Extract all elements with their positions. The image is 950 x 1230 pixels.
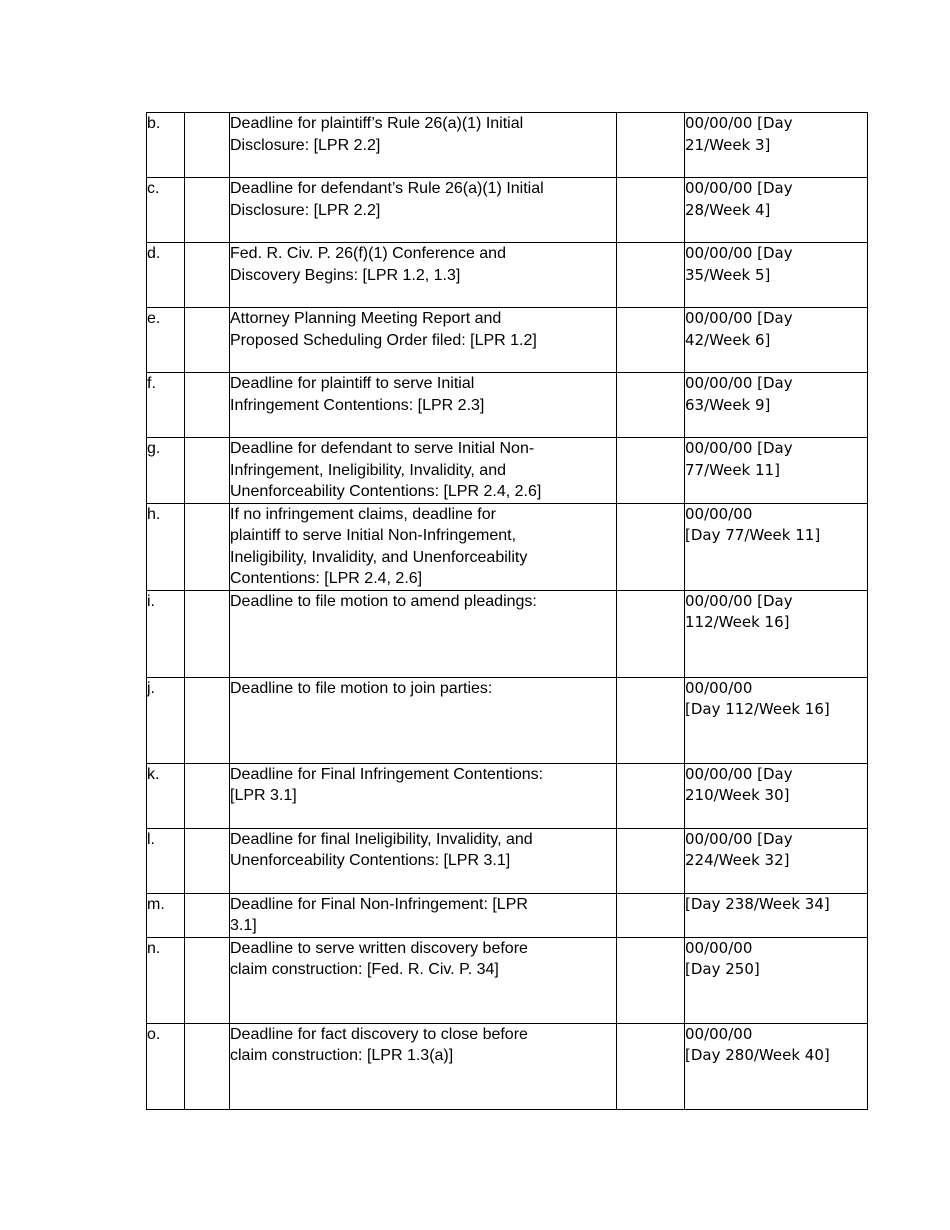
row-date: [Day 238/Week 34] [685, 893, 868, 937]
row-date: 00/00/00 [Day 63/Week 9] [685, 373, 868, 438]
row-date: 00/00/00 [Day 28/Week 4] [685, 178, 868, 243]
row-letter: l. [147, 828, 185, 893]
blank-cell [617, 308, 685, 373]
row-date: 00/00/00 [Day 210/Week 30] [685, 763, 868, 828]
blank-cell [185, 590, 230, 677]
blank-cell [617, 438, 685, 504]
blank-cell [617, 243, 685, 308]
row-letter: g. [147, 438, 185, 504]
row-letter: i. [147, 590, 185, 677]
row-date: 00/00/00 [Day 280/Week 40] [685, 1023, 868, 1109]
blank-cell [185, 373, 230, 438]
row-date: 00/00/00 [Day 224/Week 32] [685, 828, 868, 893]
blank-cell [617, 113, 685, 178]
row-date: 00/00/00 [Day 35/Week 5] [685, 243, 868, 308]
row-date: 00/00/00 [Day 42/Week 6] [685, 308, 868, 373]
row-date: 00/00/00 [Day 112/Week 16] [685, 677, 868, 763]
row-date: 00/00/00 [Day 77/Week 11] [685, 438, 868, 504]
row-letter: o. [147, 1023, 185, 1109]
table-row [147, 763, 868, 828]
blank-cell [185, 243, 230, 308]
table-row [147, 308, 868, 373]
blank-cell [185, 503, 230, 590]
blank-cell [617, 503, 685, 590]
row-letter: j. [147, 677, 185, 763]
table-row [147, 1023, 868, 1109]
blank-cell [617, 937, 685, 1023]
row-description: Fed. R. Civ. P. 26(f)(1) Conference and Discovery Begins: [LPR 1.2, 1.3] [230, 243, 617, 308]
row-letter: c. [147, 178, 185, 243]
row-description: Deadline for final Ineligibility, Invalidity, and Unenforceability Contentions: [LPR 3.1] [230, 828, 617, 893]
row-description: Deadline for plaintiff to serve Initial Infringement Contentions: [LPR 2.3] [230, 373, 617, 438]
row-date: 00/00/00 [Day 112/Week 16] [685, 590, 868, 677]
row-description: Deadline to file motion to join parties: [230, 677, 617, 763]
schedule-table [146, 112, 868, 1110]
blank-cell [185, 677, 230, 763]
row-letter: n. [147, 937, 185, 1023]
row-letter: d. [147, 243, 185, 308]
blank-cell [185, 1023, 230, 1109]
blank-cell [617, 1023, 685, 1109]
blank-cell [617, 677, 685, 763]
row-letter: b. [147, 113, 185, 178]
table-row [147, 243, 868, 308]
row-description: Deadline for Final Non-Infringement: [LPR 3.1] [230, 893, 617, 937]
row-description: Attorney Planning Meeting Report and Proposed Scheduling Order filed: [LPR 1.2] [230, 308, 617, 373]
table-row [147, 438, 868, 504]
blank-cell [617, 590, 685, 677]
blank-cell [185, 438, 230, 504]
table-row [147, 677, 868, 763]
row-description: Deadline for fact discovery to close before claim construction: [LPR 1.3(a)] [230, 1023, 617, 1109]
blank-cell [185, 113, 230, 178]
row-description: Deadline for defendant’s Rule 26(a)(1) Initial Disclosure: [LPR 2.2] [230, 178, 617, 243]
blank-cell [185, 828, 230, 893]
row-letter: f. [147, 373, 185, 438]
row-description: Deadline for plaintiff’s Rule 26(a)(1) Initial Disclosure: [LPR 2.2] [230, 113, 617, 178]
blank-cell [617, 178, 685, 243]
row-date: 00/00/00 [Day 77/Week 11] [685, 503, 868, 590]
row-description: Deadline for Final Infringement Contentions: [LPR 3.1] [230, 763, 617, 828]
blank-cell [617, 763, 685, 828]
row-letter: m. [147, 893, 185, 937]
row-date: 00/00/00 [Day 21/Week 3] [685, 113, 868, 178]
row-description: If no infringement claims, deadline for plaintiff to serve Initial Non-Infringement, Ineligibility, Invalidity, and Unenforceability Contentions: [LPR 2.4, 2.6] [230, 503, 617, 590]
table-row [147, 373, 868, 438]
blank-cell [185, 178, 230, 243]
blank-cell [617, 373, 685, 438]
row-letter: e. [147, 308, 185, 373]
row-description: Deadline to serve written discovery before claim construction: [Fed. R. Civ. P. 34] [230, 937, 617, 1023]
blank-cell [617, 893, 685, 937]
table-row [147, 893, 868, 937]
row-letter: h. [147, 503, 185, 590]
blank-cell [617, 828, 685, 893]
row-letter: k. [147, 763, 185, 828]
blank-cell [185, 763, 230, 828]
row-date: 00/00/00 [Day 250] [685, 937, 868, 1023]
blank-cell [185, 893, 230, 937]
row-description: Deadline for defendant to serve Initial Non- Infringement, Ineligibility, Invalidity, and Unenforceability Contentions: [LPR 2.4, 2.6] [230, 438, 617, 504]
table-row [147, 590, 868, 677]
table-row [147, 503, 868, 590]
blank-cell [185, 937, 230, 1023]
row-description: Deadline to file motion to amend pleadings: [230, 590, 617, 677]
blank-cell [185, 308, 230, 373]
table-row [147, 828, 868, 893]
table-row [147, 113, 868, 178]
table-row [147, 937, 868, 1023]
table-row [147, 178, 868, 243]
